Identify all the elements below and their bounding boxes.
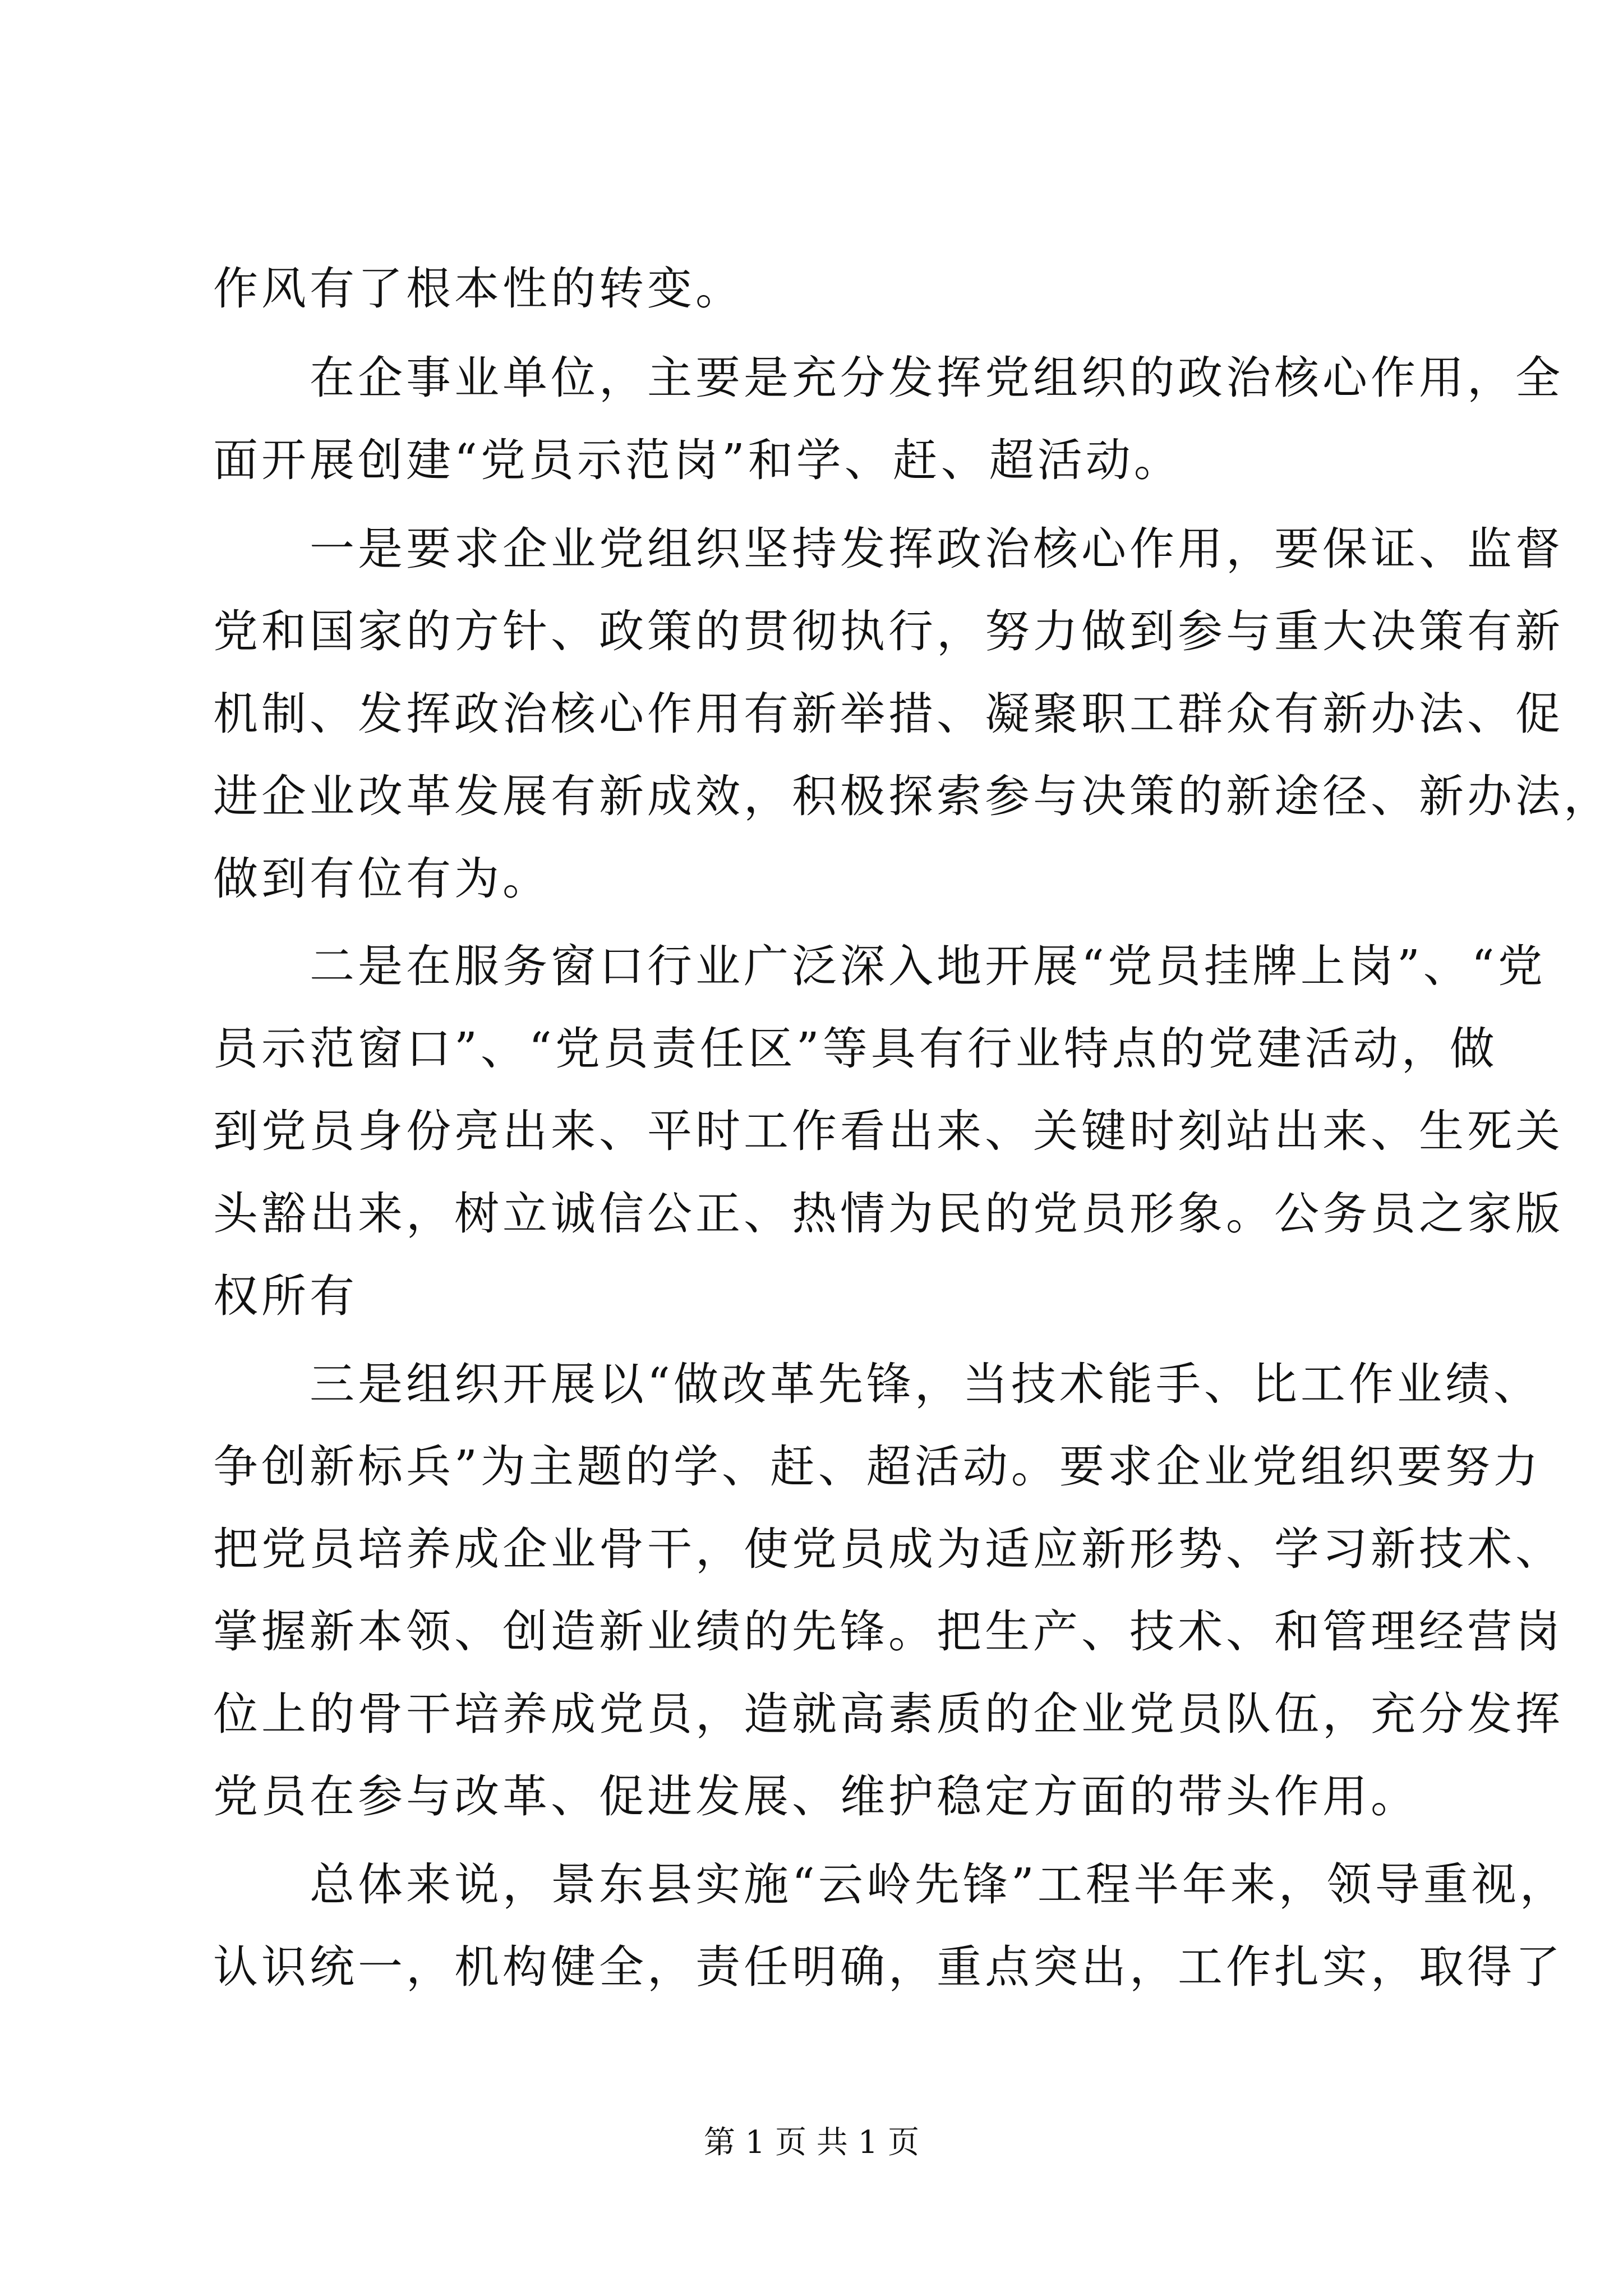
- text-line: 面开展创建“党员示范岗”和学、赶、超活动。: [213, 434, 1182, 486]
- text-line: 总体来说，景东县实施“云岭先锋”工程半年来，领导重视，: [213, 1858, 1568, 1911]
- text-line: 在企事业单位，主要是充分发挥党组织的政治核心作用，全: [213, 352, 1564, 404]
- text-line: 把党员培养成企业骨干，使党员成为适应新形势、学习新技术、: [213, 1523, 1564, 1575]
- text-line: 作风有了根本性的转变。: [213, 263, 744, 315]
- page-footer: 第 1 页 共 1 页: [703, 2124, 920, 2161]
- text-line: 头豁出来，树立诚信公正、热情为民的党员形象。公务员之家版: [213, 1188, 1564, 1240]
- text-line: 进企业改革发展有新成效，积极探索参与决策的新途径、新办法，: [213, 770, 1612, 822]
- text-line: 党员在参与改革、促进发展、维护稳定方面的带头作用。: [213, 1770, 1419, 1823]
- text-line: 党和国家的方针、政策的贯彻执行，努力做到参与重大决策有新: [213, 605, 1564, 657]
- text-line: 到党员身份亮出来、平时工作看出来、关键时刻站出来、生死关: [213, 1105, 1564, 1157]
- text-line: 三是组织开展以“做改革先锋，当技术能手、比工作业绩、: [213, 1358, 1542, 1410]
- text-line: 争创新标兵”为主题的学、赶、超活动。要求企业党组织要努力: [213, 1441, 1542, 1493]
- text-line: 位上的骨干培养成党员，造就高素质的企业党员队伍，充分发挥: [213, 1688, 1564, 1740]
- text-line: 认识统一，机构健全，责任明确，重点突出，工作扎实，取得了: [213, 1941, 1564, 1993]
- text-line: 一是要求企业党组织坚持发挥政治核心作用，要保证、监督: [213, 523, 1564, 575]
- text-line: 二是在服务窗口行业广泛深入地开展“党员挂牌上岗”、“党: [213, 940, 1546, 992]
- text-line: 做到有位有为。: [213, 853, 551, 905]
- text-line: 权所有: [213, 1270, 358, 1322]
- text-line: 机制、发挥政治核心作用有新举措、凝聚职工群众有新办法、促: [213, 688, 1564, 740]
- text-line: 员示范窗口”、“党员责任区”等具有行业特点的党建活动，做: [213, 1023, 1498, 1075]
- text-line: 掌握新本领、创造新业绩的先锋。把生产、技术、和管理经营岗: [213, 1605, 1564, 1658]
